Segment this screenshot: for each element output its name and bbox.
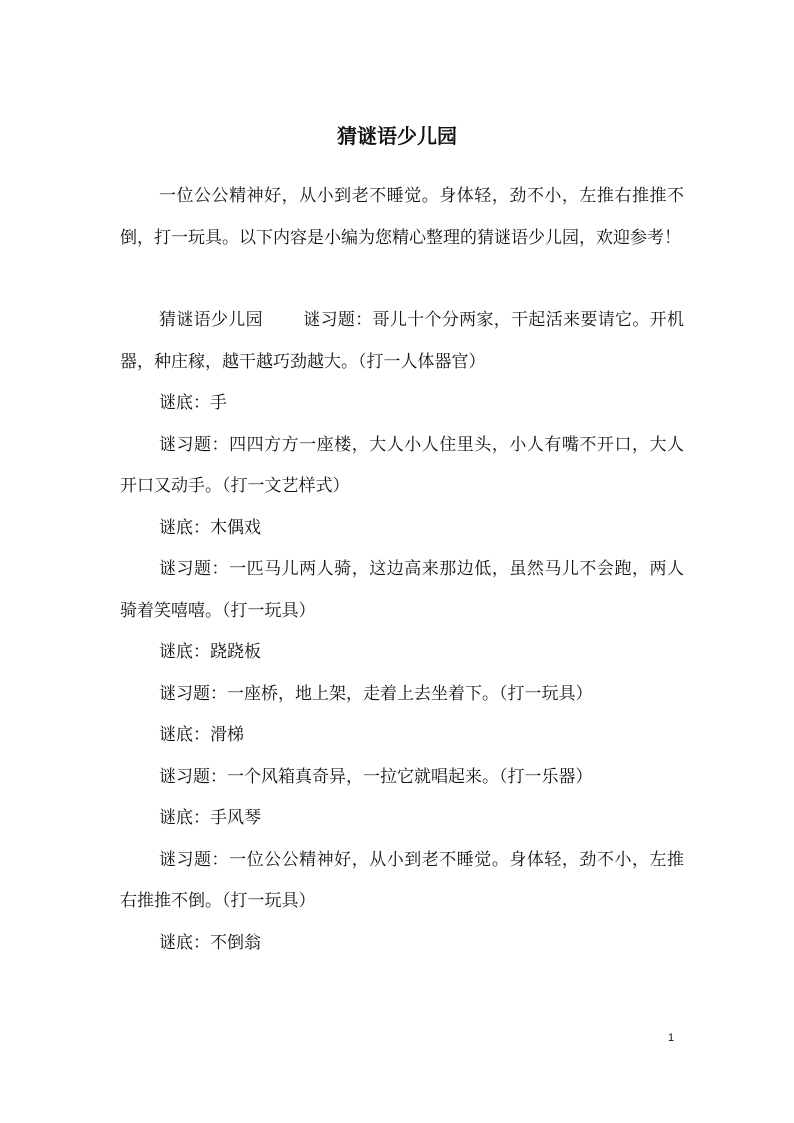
- section-label: 猜谜语少儿园: [159, 310, 263, 330]
- riddle-answer: 谜底：滑梯: [159, 725, 244, 745]
- riddle-answer: 谜底：不倒翁: [159, 932, 261, 953]
- riddle-question: [120, 300, 684, 383]
- riddle-question: 谜习题：一座桥，地上架，走着上去坐着下。（打一玩具）: [159, 683, 593, 704]
- document-body: [120, 176, 684, 964]
- riddle-question-text: 谜习题：哥儿十个分两家，干起活来要请它。开机器，种庄稼，越干越巧劲越大。（打一人体器官）: [120, 310, 685, 372]
- riddle-answer: 谜底：木偶戏: [159, 517, 261, 538]
- riddle-question: 谜习题：一位公公精神好，从小到老不睡觉。身体轻，劲不小，左推右推推不倒。（打一玩具）: [120, 849, 684, 911]
- riddle-question: 谜习题：四四方方一座楼，大人小人住里头，小人有嘴不开口，大人开口又动手。（打一文艺样式）: [120, 434, 684, 496]
- riddle-answer: 谜底：跷跷板: [159, 642, 261, 662]
- paragraph-spacer: [120, 259, 684, 300]
- page-number: 1: [667, 1032, 675, 1044]
- intro-paragraph: 一位公公精神好，从小到老不睡觉。身体轻，劲不小，左推右推推不倒，打一玩具。以下内容是小编为您精心整理的猜谜语少儿园，欢迎参考！: [120, 186, 684, 248]
- riddle-question: 谜习题：一匹马儿两人骑，这边高来那边低，虽然马儿不会跑，两人骑着笑嘻嘻。（打一玩具）: [120, 559, 684, 621]
- riddle-question: 谜习题：一个风箱真奇异，一拉它就唱起来。（打一乐器）: [159, 766, 593, 787]
- riddle-answer: 谜底：手: [159, 393, 227, 413]
- document-title: 猜谜语少儿园: [337, 124, 457, 148]
- riddle-answer: 谜底：手风琴: [159, 808, 261, 828]
